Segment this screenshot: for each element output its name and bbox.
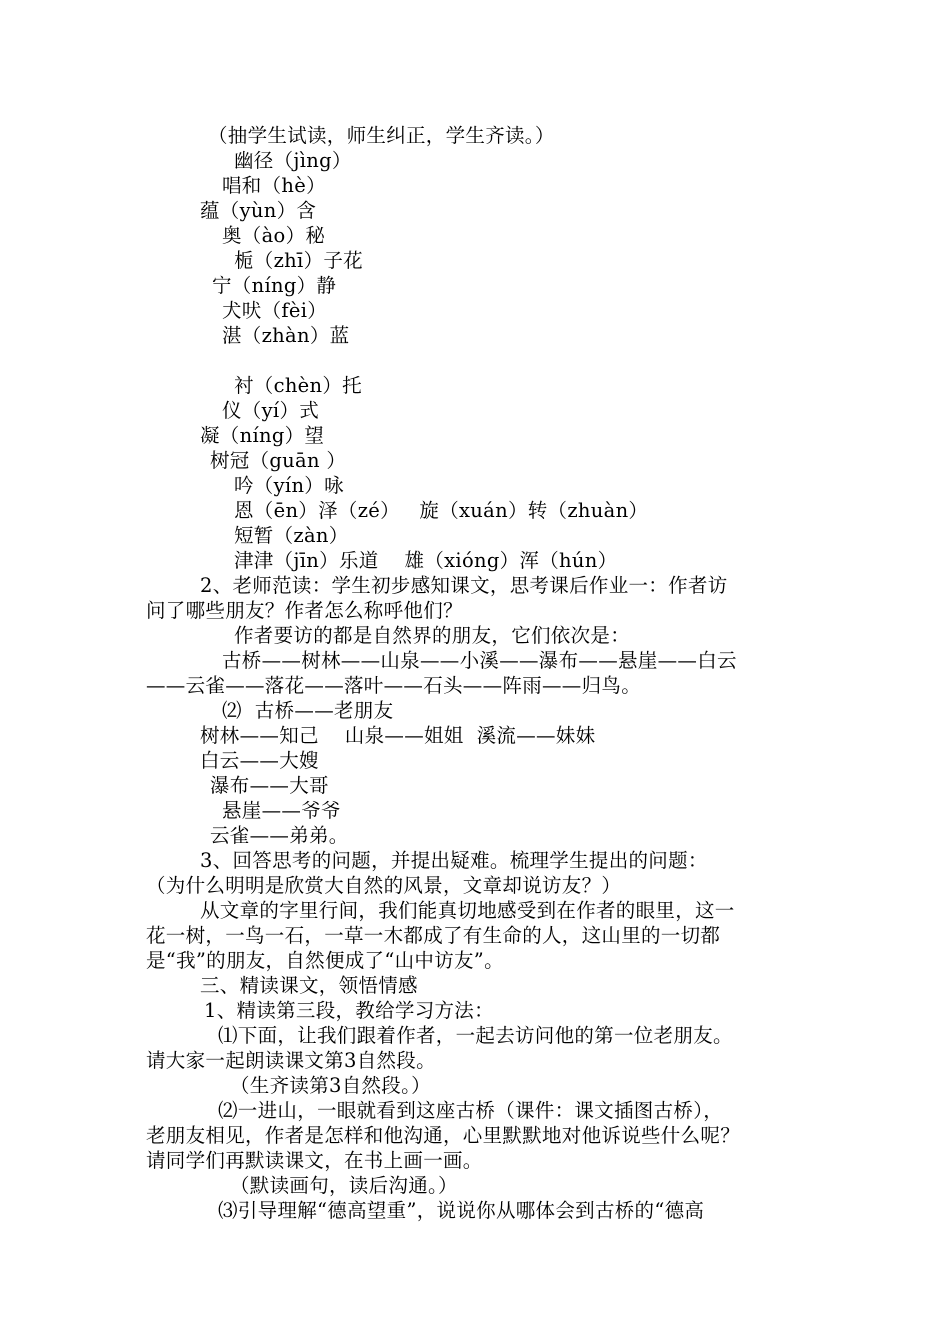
text-line: 衬（chèn）托	[234, 374, 362, 397]
text-line: （抽学生试读，师生纠正，学生齐读。）	[208, 124, 555, 147]
text-line: 栀（zhī）子花	[234, 249, 363, 272]
text-line: 树冠（guān ）	[210, 449, 347, 472]
text-line: 树林——知己 山泉——姐姐 溪流——妹妹	[200, 724, 596, 747]
text-line: 吟（yín）咏	[234, 474, 344, 497]
text-line: 云雀——弟弟。	[210, 824, 349, 847]
text-line: 犬吠（fèi）	[222, 299, 328, 322]
text-line: ⑵ 古桥——老朋友	[222, 699, 394, 722]
text-line: 湛（zhàn）蓝	[222, 324, 350, 347]
section-heading: 三、精读课文，领悟情感	[200, 974, 418, 997]
text-line: ⑵一进山，一眼就看到这座古桥（课件：课文插图古桥），	[218, 1099, 724, 1122]
text-line: 瀑布——大哥	[210, 774, 329, 797]
text-line: （为什么明明是欣赏大自然的风景，文章却说访友？）	[146, 874, 622, 897]
text-line: （生齐读第3自然段。）	[230, 1074, 431, 1097]
text-line: 作者要访的都是自然界的朋友，它们依次是：	[234, 624, 631, 647]
text-line: 请同学们再默读课文，在书上画一画。	[146, 1149, 483, 1172]
text-line: 3、回答思考的问题，并提出疑难。梳理学生提出的问题：	[200, 849, 708, 872]
text-line: 白云——大嫂	[200, 749, 319, 772]
text-line: 请大家一起朗读课文第3自然段。	[146, 1049, 436, 1072]
text-line: 唱和（hè）	[222, 174, 326, 197]
text-line: 恩（ēn）泽（zé） 旋（xuán）转（zhuàn）	[234, 499, 649, 522]
text-line: 凝（níng）望	[200, 424, 325, 447]
text-line: 古桥——树林——山泉——小溪——瀑布——悬崖——白云	[222, 649, 737, 672]
text-line: 津津（jīn）乐道 雄（xióng）浑（hún）	[234, 549, 618, 572]
text-line: 短暂（zàn）	[234, 524, 349, 547]
text-line: 宁（níng）静	[212, 274, 337, 297]
text-line: 花一树，一鸟一石，一草一木都成了有生命的人，这山里的一切都	[146, 924, 721, 947]
text-line: 1、精读第三段，教给学习方法：	[204, 999, 494, 1022]
text-line: 蕴（yùn）含	[200, 199, 317, 222]
text-line: 奥（ào）秘	[222, 224, 326, 247]
text-line: 2、老师范读：学生初步感知课文，思考课后作业一：作者访	[200, 574, 728, 597]
text-line: 幽径（jìng）	[234, 149, 352, 172]
text-line: ——云雀——落花——落叶——石头——阵雨——归鸟。	[146, 674, 641, 697]
text-line: 老朋友相见，作者是怎样和他沟通，心里默默地对他诉说些什么呢？	[146, 1124, 741, 1147]
text-line: ⑶引导理解“德高望重”，说说你从哪体会到古桥的“德高	[218, 1199, 705, 1222]
text-line: 是“我”的朋友，自然便成了“山中访友”。	[146, 949, 504, 972]
text-line: （默读画句，读后沟通。）	[230, 1174, 458, 1197]
text-line: ⑴下面，让我们跟着作者，一起去访问他的第一位老朋友。	[218, 1024, 733, 1047]
text-line: 从文章的字里行间，我们能真切地感受到在作者的眼里，这一	[200, 899, 735, 922]
text-line: 仪（yí）式	[222, 399, 320, 422]
text-line: 悬崖——爷爷	[222, 799, 341, 822]
text-line: 问了哪些朋友？作者怎么称呼他们？	[146, 599, 463, 622]
